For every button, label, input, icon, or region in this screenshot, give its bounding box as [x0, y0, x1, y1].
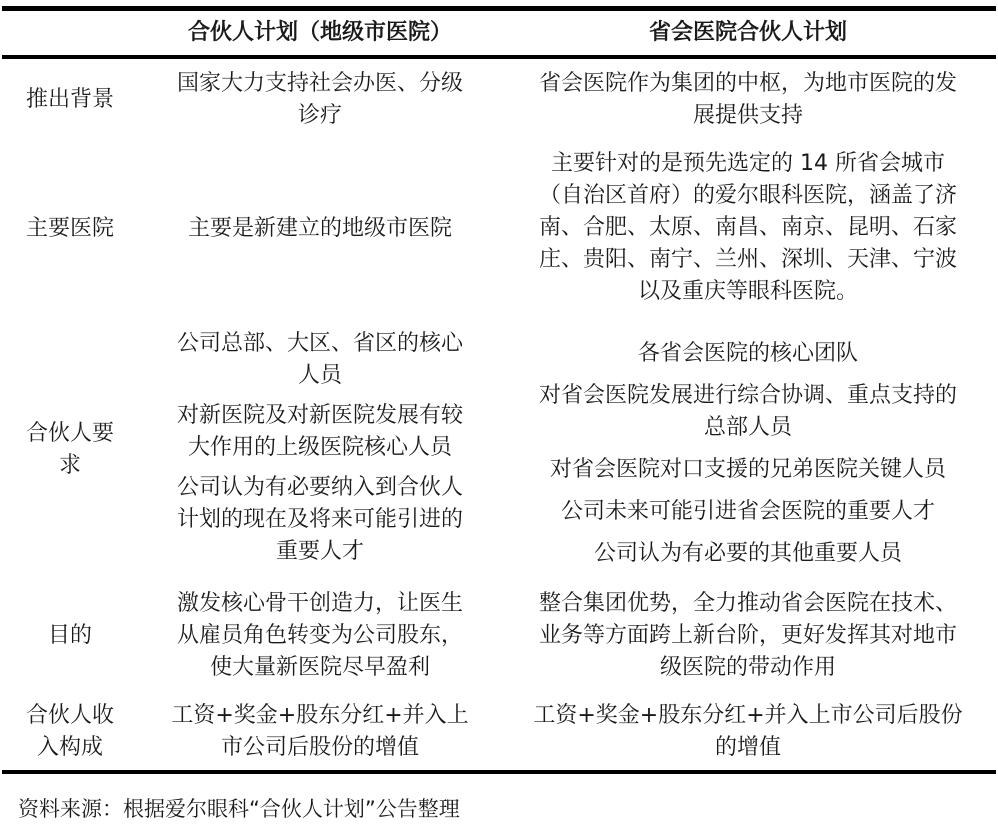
requirement-item: 对新医院及对新医院发展有较 大作用的上级医院核心人员: [176, 403, 463, 460]
requirement-item: 公司认为有必要纳入到合伙人 计划的现在及将来可能引进的 重要人才: [176, 475, 463, 564]
requirement-item: 各省会医院的核心团队: [637, 341, 858, 366]
row-income-provincial: 工资+奖金+股东分红+并入上市公司后股份 的增值: [533, 703, 963, 760]
row-label-income: 合伙人收 入构成: [25, 703, 114, 760]
row-requirements-local: [140, 328, 500, 568]
requirement-item: 公司认为有必要的其他重要人员: [593, 541, 902, 566]
requirement-item: 公司总部、大区、省区的核心 人员: [176, 331, 463, 388]
row-label-purpose: 目的: [47, 623, 92, 648]
row-purpose-local: 激发核心骨干创造力，让医生 从雇员角色转变为公司股东， 使大量新医院尽早盈利: [176, 591, 463, 680]
table-header-rule: [2, 55, 996, 59]
requirement-item: 对省会医院对口支援的兄弟医院关键人员: [549, 457, 946, 482]
row-income-local: 工资+奖金+股东分红+并入上 市公司后股份的增值: [171, 703, 469, 760]
row-requirements-provincial: [500, 338, 996, 570]
row-main-hospitals-local: 主要是新建立的地级市医院: [187, 216, 452, 241]
row-background-local: 国家大力支持社会办医、分级 诊疗: [176, 71, 463, 128]
requirement-item: 公司未来可能引进省会医院的重要人才: [560, 499, 935, 524]
source-note: 资料来源：根据爱尔眼科“合伙人计划”公告整理: [18, 797, 460, 821]
row-background-provincial: 省会医院作为集团的中枢，为地市医院的发 展提供支持: [538, 71, 957, 128]
header-col-provincial-plan: 省会医院合伙人计划: [648, 20, 847, 45]
table-bottom-rule: [2, 770, 996, 774]
row-label-requirements: 合伙人要 求: [25, 421, 114, 478]
row-label-main-hospitals: 主要医院: [25, 216, 114, 241]
requirement-item: 对省会医院发展进行综合协调、重点支持的 总部人员: [538, 383, 957, 440]
header-col-local-plan: 合伙人计划（地级市医院）: [187, 20, 452, 45]
row-label-background: 推出背景: [25, 87, 114, 112]
row-purpose-provincial: 整合集团优势，全力推动省会医院在技术、 业务等方面跨上新台阶，更好发挥其对地市 级医院的带动作用: [538, 591, 957, 680]
row-main-hospitals-provincial: 主要针对的是预先选定的 14 所省会城市 （自治区首府）的爱尔眼科医院，涵盖了济 南、合肥、太原、南昌、南京、昆明、石家 庄、贵阳、南宁、兰州、深圳、天津、宁波 以及重庆等眼科医院。: [538, 151, 957, 304]
table-top-rule: [2, 6, 996, 11]
